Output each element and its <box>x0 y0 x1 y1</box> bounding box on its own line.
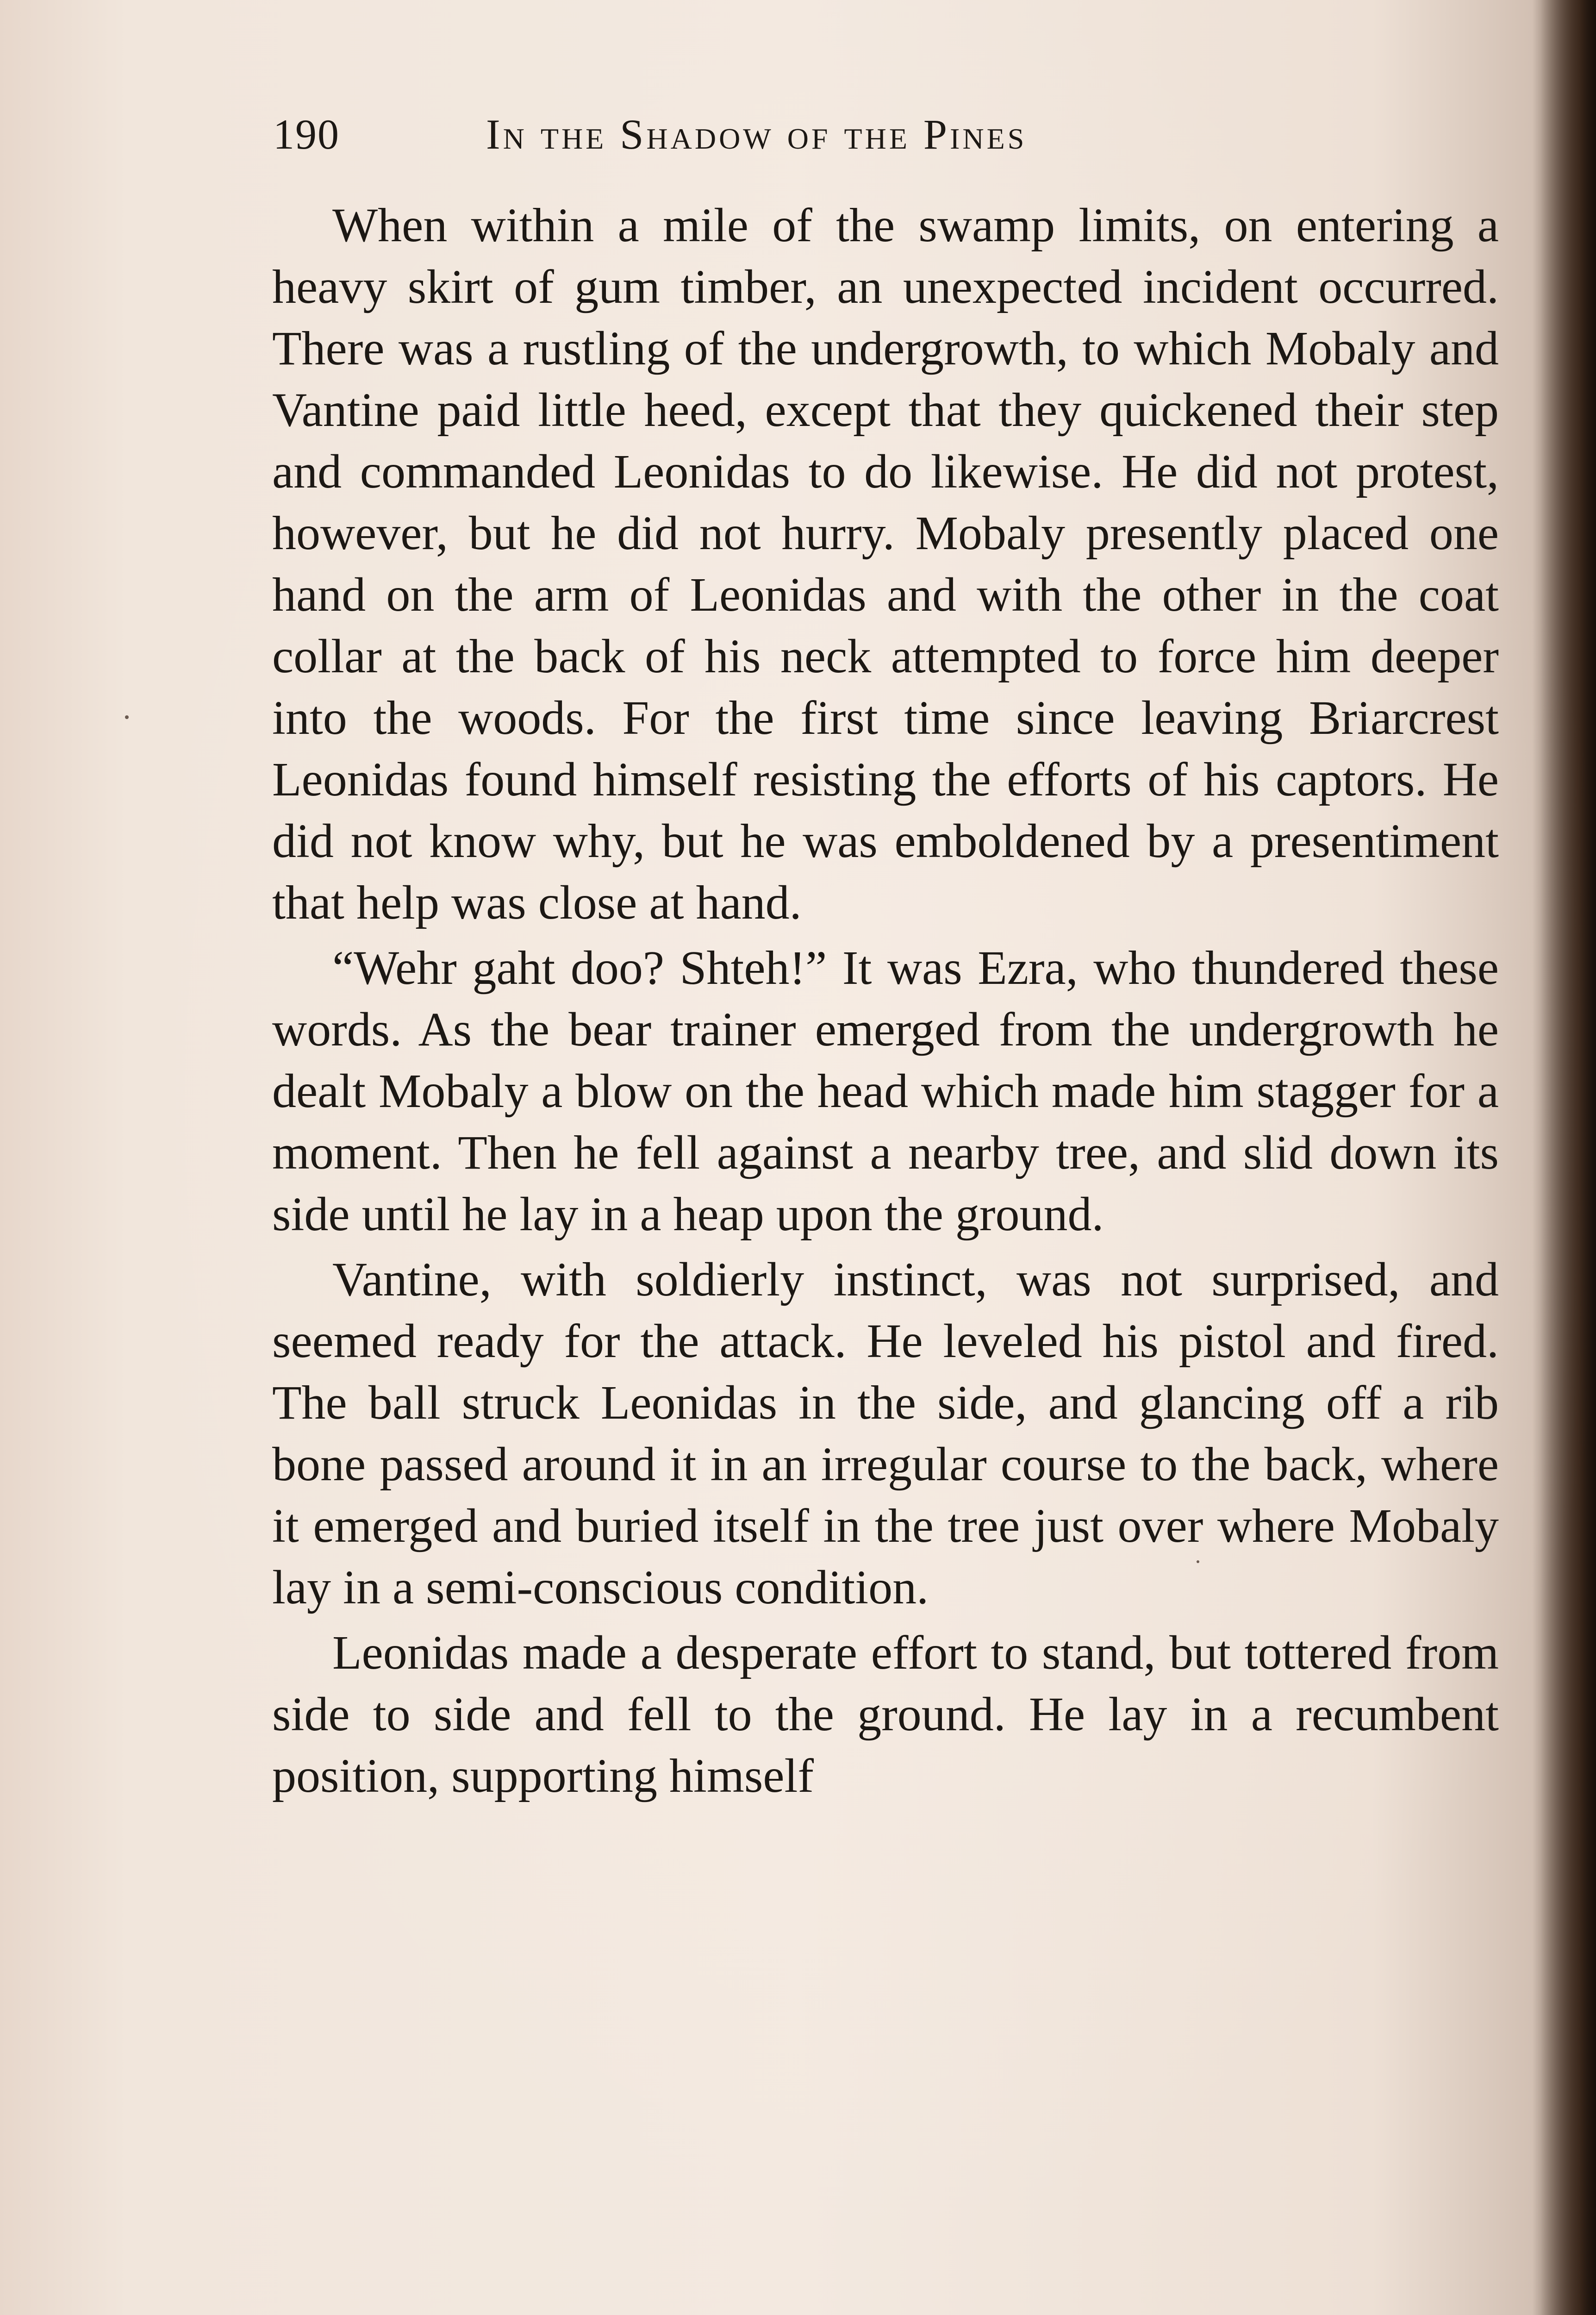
paper-speck <box>125 715 129 719</box>
running-title: In the Shadow of the Pines <box>486 111 1027 158</box>
page-number: 190 <box>273 111 340 158</box>
paper-speck <box>1197 1560 1199 1563</box>
paragraph: Leonidas made a desperate effort to stand, but tottered from side to side and fell to the ground. He lay in a recumbent position, supporting himself <box>272 1626 1499 1802</box>
page-edge-shadow <box>1540 0 1596 2315</box>
body-text <box>272 194 1499 1810</box>
paragraph: “Wehr gaht doo? Shteh!” It was Ezra, who thundered these words. As the bear trainer emerged from the undergrowth he dealt Mobaly a blow on the head which made him stagger for a moment. Then he fell against a nearby tree, and slid down its side until he lay in a heap upon the ground. <box>272 941 1499 1241</box>
paragraph: Vantine, with soldierly instinct, was not surprised, and seemed ready for the attack. He leveled his pistol and fired. The ball struck Leonidas in the side, and glancing off a rib bone passed around it in an irregular course to the back, where it emerged and buried itself in the tree just over where Mobaly lay in a semi-conscious condition. <box>272 1253 1499 1614</box>
paragraph: When within a mile of the swamp limits, on entering a heavy skirt of gum timber, an unexpected incident occurred. There was a rustling of the undergrowth, to which Mobaly and Vantine paid little heed, except that they quickened their step and commanded Leonidas to do likewise. He did not protest, however, but he did not hurry. Mobaly presently placed one hand on the arm of Leonidas and with the other in the coat collar at the back of his neck attempted to force him deeper into the woods. For the first time since leaving Briarcrest Leonidas found himself resisting the efforts of his captors. He did not know why, but he was emboldened by a presentiment that help was close at hand. <box>272 199 1499 929</box>
page-header <box>273 100 1504 169</box>
